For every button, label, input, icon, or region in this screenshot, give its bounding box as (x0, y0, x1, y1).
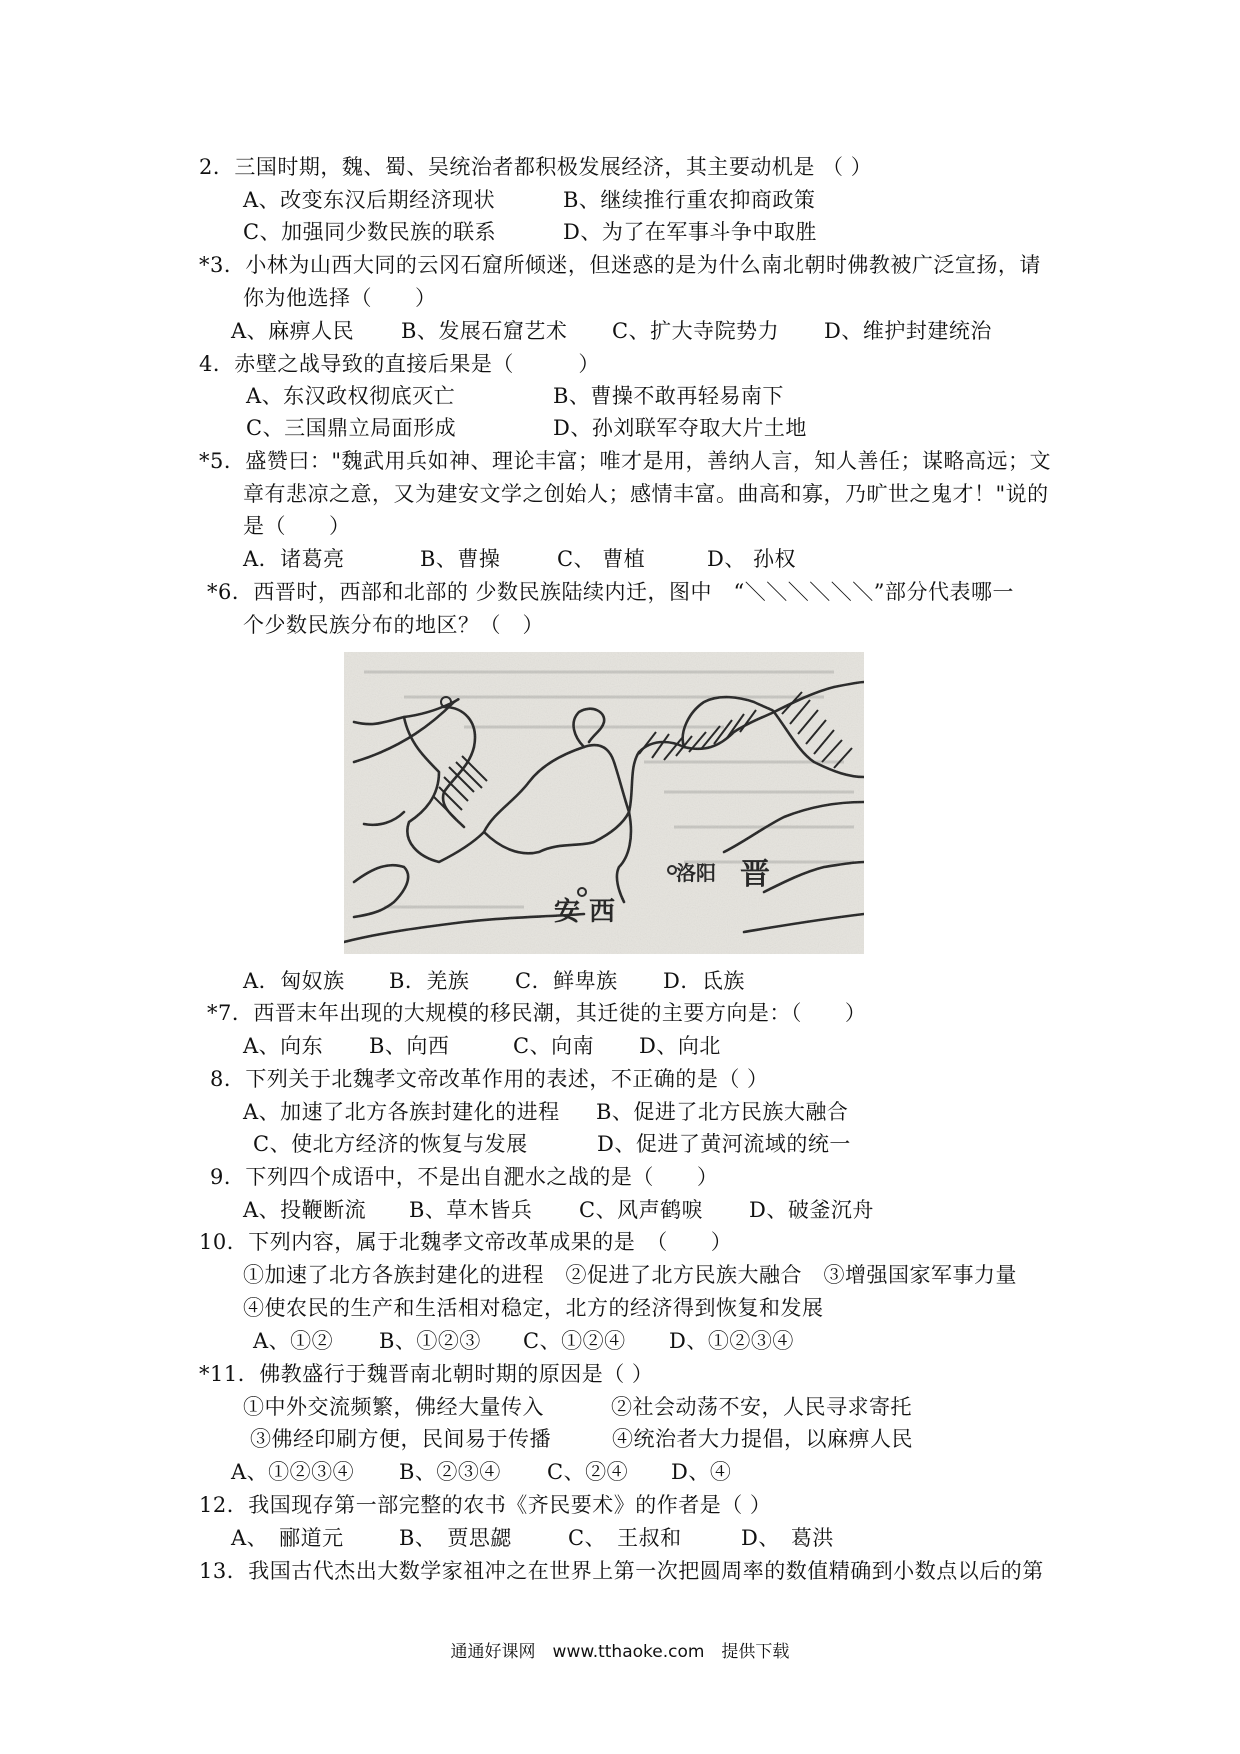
q12-stem: 12．我国现存第一部完整的农书《齐民要术》的作者是（ ） (199, 1493, 772, 1517)
q9-option-c[interactable]: C、风声鹤唳 (579, 1198, 704, 1222)
q5-option-a[interactable]: A．诸葛亮 (243, 547, 345, 571)
q8-stem: 8．下列关于北魏孝文帝改革作用的表述，不正确的是（ ） (210, 1067, 769, 1091)
q9-stem: 9．下列四个成语中，不是出自淝水之战的是（ ） (210, 1165, 719, 1189)
q2-option-d[interactable]: D、为了在军事斗争中取胜 (563, 220, 817, 244)
q7-option-c[interactable]: C、向南 (513, 1034, 595, 1058)
q10-option-c[interactable]: C、①②④ (523, 1329, 626, 1353)
q4-option-c[interactable]: C、三国鼎立局面形成 (246, 416, 457, 440)
q11-statement-4: ④统治者大力提倡，以麻痹人民 (612, 1427, 913, 1451)
q3-option-b[interactable]: B、发展石窟艺术 (401, 319, 568, 343)
q9-option-a[interactable]: A、投鞭断流 (243, 1198, 367, 1222)
q2-option-b[interactable]: B、继续推行重农抑商政策 (563, 188, 816, 212)
q11-statement-2: ②社会动荡不安，人民寻求寄托 (611, 1395, 912, 1419)
q9-option-d[interactable]: D、破釜沉舟 (749, 1198, 874, 1222)
q11-option-d[interactable]: D、④ (671, 1460, 732, 1484)
q10-statements-1: ①加速了北方各族封建化的进程 ②促进了北方民族大融合 ③增强国家军事力量 (243, 1263, 1017, 1287)
q2-option-a[interactable]: A、改变东汉后期经济现状 (243, 188, 496, 212)
q6-option-c[interactable]: C．鲜卑族 (515, 969, 618, 993)
q12-option-d[interactable]: D、 葛洪 (741, 1526, 834, 1550)
q9-option-b[interactable]: B、草木皆兵 (409, 1198, 533, 1222)
q7-option-a[interactable]: A、向东 (243, 1034, 324, 1058)
q10-option-b[interactable]: B、①②③ (379, 1329, 481, 1353)
q6-option-a[interactable]: A．匈奴族 (243, 969, 345, 993)
q4-option-a[interactable]: A、东汉政权彻底灭亡 (246, 384, 456, 408)
q3-option-a[interactable]: A、麻痹人民 (231, 319, 355, 343)
q6-stem: *6．西晋时，西部和北部的 少数民族陆续内迁，图中 “＼＼＼＼＼＼”部分代表哪一 (207, 580, 1015, 604)
q8-option-a[interactable]: A、加速了北方各族封建化的进程 (243, 1100, 560, 1124)
q12-option-a[interactable]: A、 郦道元 (231, 1526, 344, 1550)
q11-statement-3: ③佛经印刷方便，民间易于传播 (250, 1427, 551, 1451)
q2-stem: 2．三国时期，魏、蜀、吴统治者都积极发展经济，其主要动机是 （ ） (199, 155, 873, 179)
q11-statement-1: ①中外交流频繁，佛经大量传入 (243, 1395, 544, 1419)
q10-option-a[interactable]: A、①② (253, 1329, 334, 1353)
q5-option-c[interactable]: C、 曹植 (557, 547, 646, 571)
q3-stem: *3．小林为山西大同的云冈石窟所倾迷，但迷惑的是为什么南北朝时佛教被广泛宣扬，请 (199, 253, 1041, 277)
q11-option-b[interactable]: B、②③④ (399, 1460, 501, 1484)
q5-option-b[interactable]: B、曹操 (420, 547, 501, 571)
q7-option-d[interactable]: D、向北 (639, 1034, 721, 1058)
q4-option-b[interactable]: B、曹操不敢再轻易南下 (553, 384, 784, 408)
q12-option-c[interactable]: C、 王叔和 (568, 1526, 682, 1550)
q7-option-b[interactable]: B、向西 (369, 1034, 450, 1058)
q12-option-b[interactable]: B、 贾思勰 (399, 1526, 512, 1550)
q5-option-d[interactable]: D、 孙权 (707, 547, 797, 571)
q13-stem: 13．我国古代杰出大数学家祖冲之在世界上第一次把圆周率的数值精确到小数点以后的第 (199, 1559, 1044, 1583)
map-figure (344, 652, 864, 954)
q8-option-c[interactable]: C、使北方经济的恢复与发展 (253, 1132, 528, 1156)
q3-option-d[interactable]: D、维护封建统治 (824, 319, 992, 343)
q6-option-b[interactable]: B．羌族 (389, 969, 470, 993)
q7-stem: *7．西晋末年出现的大规模的移民潮，其迁徙的主要方向是：（ ） (207, 1001, 867, 1025)
q4-option-d[interactable]: D、孙刘联军夺取大片土地 (553, 416, 807, 440)
western-jin-map (344, 652, 864, 954)
q3-stem-cont: 你为他选择（ ） (243, 286, 437, 310)
q11-option-c[interactable]: C、②④ (547, 1460, 629, 1484)
q8-option-b[interactable]: B、促进了北方民族大融合 (596, 1100, 849, 1124)
print-grain-overlay (344, 652, 864, 954)
q5-stem-cont: 章有悲凉之意，又为建安文学之创始人；感情丰富。曲高和寡，乃旷世之鬼才！"说的 (243, 482, 1049, 506)
page-footer: 通通好课网 www.tthaoke.com 提供下载 (450, 1642, 790, 1662)
q5-stem-end: 是（ ） (243, 514, 351, 538)
q10-stem: 10．下列内容，属于北魏孝文帝改革成果的是 （ ） (199, 1230, 733, 1254)
q5-stem: *5．盛赞曰："魏武用兵如神、理论丰富；唯才是用，善纳人言，知人善任；谋略高远；文 (199, 449, 1052, 473)
q8-option-d[interactable]: D、促进了黄河流域的统一 (597, 1132, 851, 1156)
q6-option-d[interactable]: D．氐族 (663, 969, 745, 993)
q10-statements-2: ④使农民的生产和生活相对稳定，北方的经济得到恢复和发展 (243, 1296, 824, 1320)
q10-option-d[interactable]: D、①②③④ (669, 1329, 794, 1353)
q11-stem: *11．佛教盛行于魏晋南北朝时期的原因是（ ） (199, 1362, 654, 1386)
q11-option-a[interactable]: A、①②③④ (231, 1460, 355, 1484)
q6-stem-cont: 个少数民族分布的地区？（ ） (243, 613, 544, 637)
q3-option-c[interactable]: C、扩大寺院势力 (612, 319, 780, 343)
q2-option-c[interactable]: C、加强同少数民族的联系 (243, 220, 497, 244)
q4-stem: 4．赤壁之战导致的直接后果是（ ） (199, 352, 600, 376)
